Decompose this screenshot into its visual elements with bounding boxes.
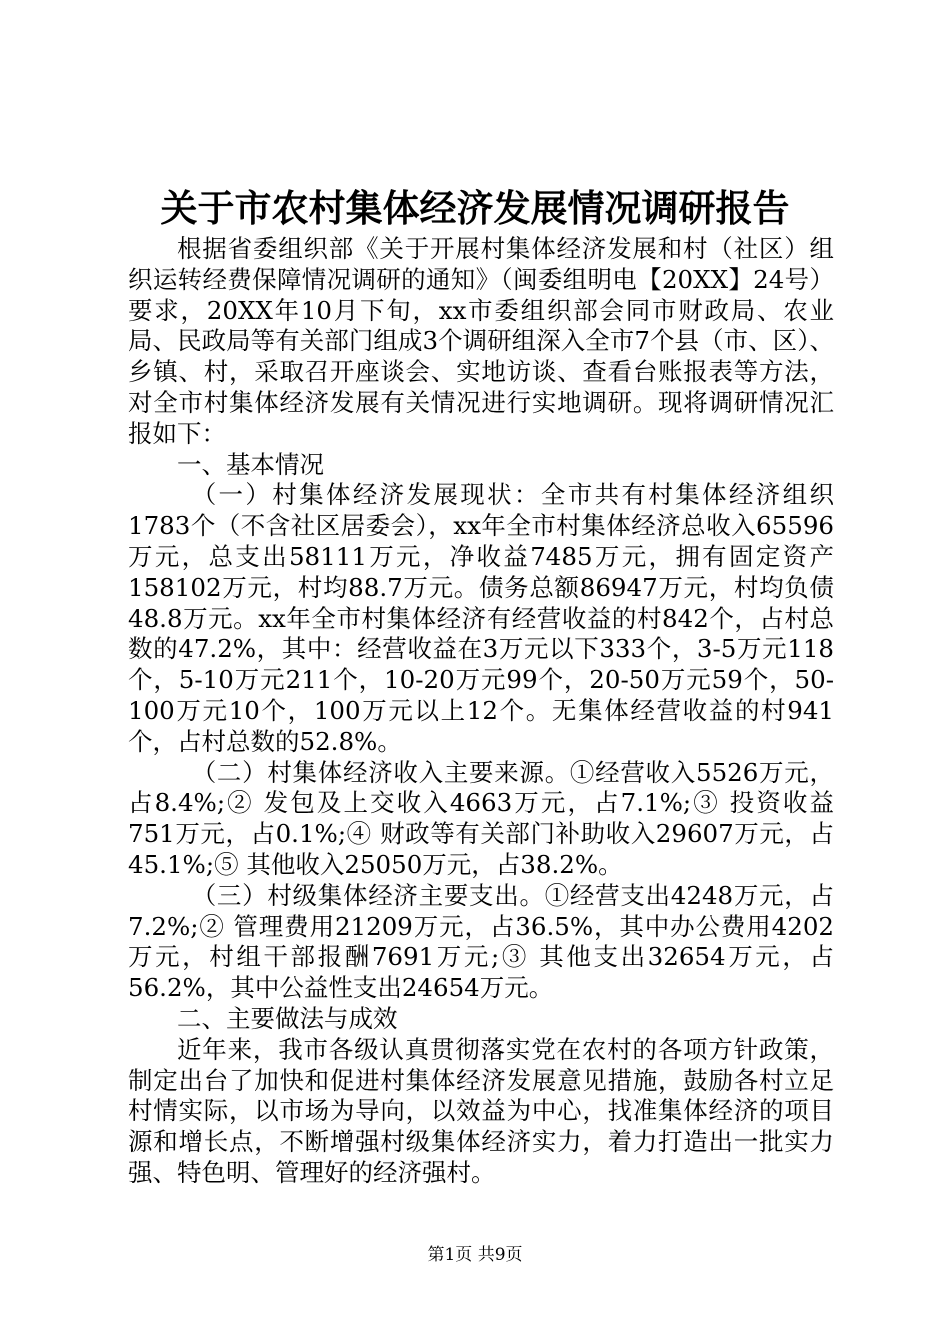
- section-heading-practices-results: 二、主要做法与成效: [177, 1003, 398, 1033]
- paragraph-development-status: （一）村集体经济发展现状：全市共有村集体经济组织1783个（不含社区居委会），xx年全市村集体经济总收入65596万元，总支出58111万元，净收益7485万元，拥有固定资产158102万元，村均88.7万元。债务总额86947万元，村均负债48.8万元。xx年全市村集体经济有经营收益的村842个，占村总数的47.2%，其中：经营收益在3万元以下333个，3-5万元118个，5-10万元211个，10-20万元99个，20-50万元59个，50-100万元10个，100万元以上12个。无集体经营收益的村941个，占村总数的52.8%。: [128, 480, 834, 756]
- paragraph-income-sources: （二）村集体经济收入主要来源。①经营收入5526万元，占8.4%;② 发包及上交收入4663万元，占7.1%;③ 投资收益751万元，占0.1%;④ 财政等有关部门补助收入29607万元，占45.1%;⑤ 其他收入25050万元，占38.2%。: [128, 757, 834, 879]
- document-body: [128, 234, 834, 1189]
- paragraph-recent-years: 近年来，我市各级认真贯彻落实党在农村的各项方针政策，制定出台了加快和促进村集体经济发展意见措施，鼓励各村立足村情实际，以市场为导向，以效益为中心，找准集体经济的项目源和增长点，不断增强村级集体经济实力，着力打造出一批实力强、特色明、管理好的经济强村。: [128, 1034, 834, 1187]
- paragraph-main-expenditures: （三）村级集体经济主要支出。①经营支出4248万元，占7.2%;② 管理费用21209万元，占36.5%，其中办公费用4202万元，村组干部报酬7691万元;③ 其他支出32654万元，占56.2%，其中公益性支出24654万元。: [128, 880, 834, 1003]
- intro-paragraph: 根据省委组织部《关于开展村集体经济发展和村（社区）组织运转经费保障情况调研的通知》（闽委组明电【20XX】24号）要求，20XX年10月下旬，xx市委组织部会同市财政局、农业局、民政局等有关部门组成3个调研组深入全市7个县（市、区）、乡镇、村，采取召开座谈会、实地访谈、查看台账报表等方法，对全市村集体经济发展有关情况进行实地调研。现将调研情况汇报如下：: [128, 234, 834, 448]
- document-title: 关于市农村集体经济发展情况调研报告: [160, 186, 790, 230]
- section-heading-basic-situation: 一、基本情况: [177, 449, 324, 479]
- page-footer: 第1页 共9页: [427, 1245, 523, 1265]
